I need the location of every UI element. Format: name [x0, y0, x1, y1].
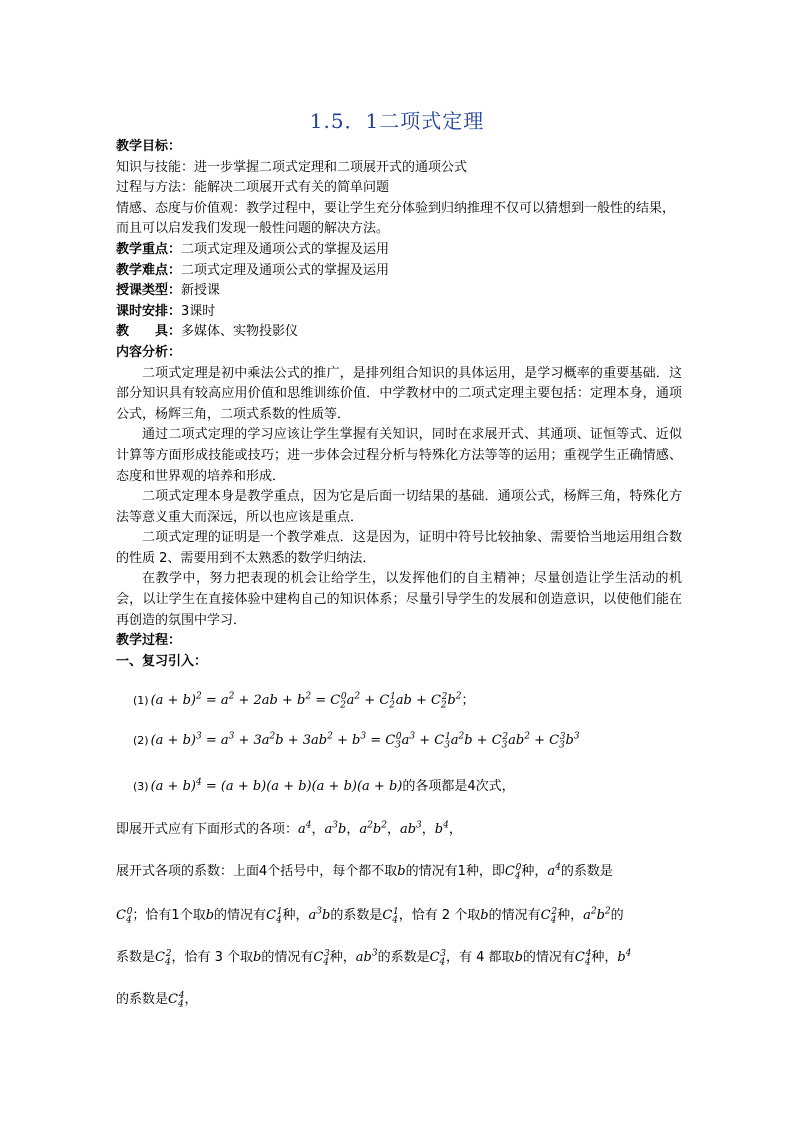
process-heading: 教学过程： [116, 633, 182, 649]
equation-3-tail: 的各项都是4次式， [402, 779, 515, 794]
meta-type-value: 新授课 [181, 283, 221, 299]
coef-text: 系数是 [116, 950, 156, 965]
equation-body: $(a + b)^2 = a^2 + 2ab + b^2 = C_2^0a^2 + C_2^1ab + C_2^2b^2$ [150, 691, 462, 711]
analysis-heading: 内容分析： [116, 344, 182, 360]
coef-line-3: 系数是$C_4^2$，恰有 3 个取b的情况有$C_4^3$种，$ab^3$的系数是$C_4^3$，有 4 都取b的情况有$C_4^4$种，$b^4$ [116, 948, 632, 968]
goal-knowledge: 知识与技能：进一步掌握二项式定理和二项展开式的通项公式 [116, 159, 468, 175]
terms-line: 即展开式应有下面形式的各项：$a^4$，$a^3b$，$a^2b^2$，$ab^3$，$b^4$， [116, 820, 462, 837]
coef-line-1: 展开式各项的系数：上面4个括号中，每个都不取b的情况有1种，即$C_4^0$种，$a^4$的系数是 [116, 862, 613, 882]
equation-3 [133, 775, 515, 794]
coef-text: 的系数是 [330, 908, 383, 923]
coef-text: ，恰有 3 个取 [171, 950, 253, 965]
meta-hours-label: 课时安排： [116, 303, 182, 319]
coef-text: 种， [557, 908, 584, 923]
coef-text: 种， [521, 864, 548, 879]
goals-heading: 教学目标： [116, 139, 182, 154]
goal-process: 过程与方法：能解决二项展开式有关的简单问题 [116, 180, 390, 196]
coef-text: 种， [282, 908, 309, 923]
coef-text: 种， [329, 950, 356, 965]
coef-text: 的情况有 [214, 908, 267, 923]
equation-2 [133, 732, 580, 751]
equation-body: $(a + b)^3 = a^3 + 3a^2b + 3ab^2 + b^3 = C_3^0a^3 + C_3^1a^2b + C_3^2ab^2 + C_3^3b^3$ [150, 732, 580, 751]
coef-text: 的情况有1种，即 [405, 864, 505, 879]
equation-number: (3) [133, 780, 149, 793]
coef-text: 的情况有 [261, 950, 314, 965]
meta-tools [116, 322, 682, 343]
meta-difficulty-label: 教学难点： [116, 262, 182, 278]
coef-text: 的 [610, 908, 624, 923]
meta-type-label: 授课类型： [116, 283, 182, 299]
coef-text: 的情况有 [522, 950, 575, 965]
meta-hours-value: 3课时 [181, 303, 216, 319]
coef-text: 的情况有 [488, 908, 541, 923]
page-title: 1.5．1二项式定理 [309, 109, 485, 133]
analysis-paragraph: 二项式定理本身是教学重点，因为它是后面一切结果的基础．通项公式，杨辉三角，特殊化方法等意义重大而深远，所以也应该是重点． [116, 489, 682, 525]
section-review-heading: 一、复习引入： [116, 653, 208, 669]
coef-text: ， [184, 992, 198, 1007]
equation-1: (1) $(a + b)^2 = a^2 + 2ab + b^2 = C_2^0a^2 + C_2^1ab + C_2^2b^2$； [133, 691, 475, 711]
coef-text: 的系数是 [377, 950, 430, 965]
meta-difficulty-value: 二项式定理及通项公式的掌握及运用 [181, 262, 390, 278]
analysis-paragraph: 二项式定理是初中乘法公式的推广，是排列组合知识的具体运用，是学习概率的重要基础．这部分知识具有较高应用价值和思维训练价值．中学教材中的二项式定理主要包括：定理本身，通项公式，杨辉三角，二项式系数的性质等． [116, 365, 682, 422]
meta-tools-value: 多媒体、实物投影仪 [181, 324, 299, 340]
equation-number: (1) [133, 694, 149, 707]
analysis-paragraph: 通过二项式定理的学习应该让学生掌握有关知识，同时在求展开式、其通项、证恒等式、近似计算等方面形成技能或技巧；进一步体会过程分析与特殊化方法等等的运用；重视学生正确情感、态度和世界观的培养和形成． [116, 427, 682, 484]
meta-tools-label: 教 具： [116, 324, 182, 340]
meta-type [116, 281, 682, 302]
meta-difficulty [116, 261, 682, 282]
coef-text: ；恰有1个取 [132, 908, 206, 923]
coef-text: ，恰有 2 个取 [398, 908, 481, 923]
equation-number: (2) [133, 734, 149, 748]
coef-line-4: 的系数是$C_4^4$， [116, 990, 198, 1010]
coef-text: 展开式各项的系数：上面4个括号中，每个都不取 [116, 864, 398, 879]
meta-hours [116, 302, 682, 323]
goal-emotion: 情感、态度与价值观：教学过程中，要让学生充分体验到归纳推理不仅可以猜想到一般性的结果，而且可以启发我们发现一般性问题的解决方法。 [116, 200, 676, 237]
coef-line-2: $C_4^0$；恰有1个取b的情况有$C_4^1$种，$a^3b$的系数是$C_4^1$，恰有 2 个取b的情况有$C_4^2$种，$a^2b^2$的 [116, 906, 624, 926]
meta-key [116, 240, 682, 261]
coef-text: 的系数是 [560, 864, 613, 879]
coef-text: ，有 4 都取 [446, 950, 515, 965]
coef-text: 的系数是 [116, 992, 169, 1007]
analysis-paragraph: 在教学中，努力把表现的机会让给学生，以发挥他们的自主精神；尽量创造让学生活动的机会，以让学生在直接体验中建构自己的知识体系；尽量引导学生的发展和创造意识，以使他们能在再创造的氛围中学习． [116, 571, 682, 628]
terms-intro: 即展开式应有下面形式的各项： [116, 822, 299, 837]
meta-key-label: 教学重点： [116, 241, 182, 257]
analysis-paragraph: 二项式定理的证明是一个教学难点．这是因为，证明中符号比较抽象、需要恰当地运用组合数的性质 2、需要用到不太熟悉的数学归纳法． [116, 530, 682, 566]
equation-body: $(a + b)^4 = (a + b)(a + b)(a + b)(a + b)$ [150, 777, 403, 794]
meta-key-value: 二项式定理及通项公式的掌握及运用 [181, 241, 390, 257]
lesson-content [116, 137, 682, 672]
coef-text: 种， [591, 950, 618, 965]
